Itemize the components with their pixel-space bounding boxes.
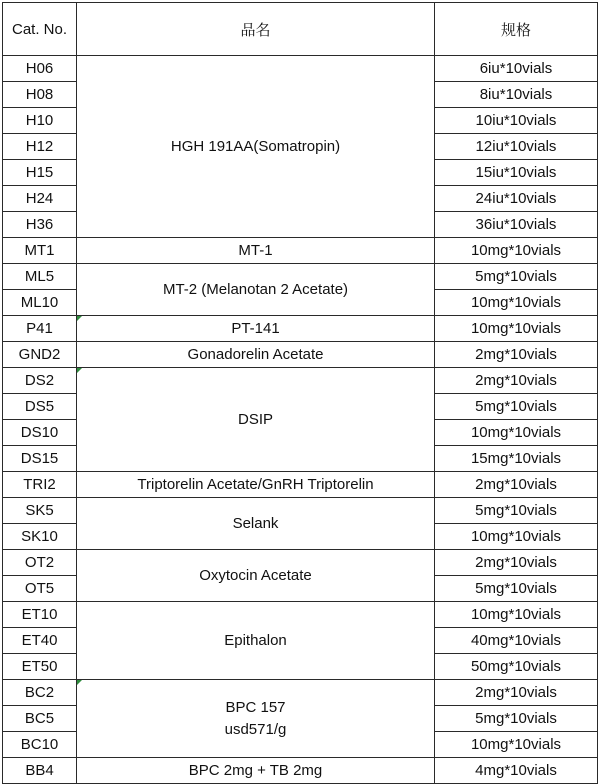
spec-cell: 10mg*10vials: [435, 290, 598, 316]
table-row: [3, 550, 598, 576]
table-row: [3, 264, 598, 290]
spec-cell: 10iu*10vials: [435, 108, 598, 134]
cat-no-cell: GND2: [3, 342, 77, 368]
product-name-cell: Gonadorelin Acetate: [77, 342, 435, 368]
cat-no-cell: H08: [3, 82, 77, 108]
product-table: [2, 2, 598, 784]
table-row: [3, 472, 598, 498]
cat-no-cell: ML10: [3, 290, 77, 316]
cat-no-cell: MT1: [3, 238, 77, 264]
table-row: [3, 238, 598, 264]
table-row: [3, 316, 598, 342]
product-rows: [3, 56, 598, 784]
table-row: [3, 498, 598, 524]
spec-cell: 10mg*10vials: [435, 602, 598, 628]
cat-no-cell: H15: [3, 160, 77, 186]
cat-no-cell: DS15: [3, 446, 77, 472]
cat-no-cell: BC10: [3, 732, 77, 758]
product-name-line: usd571/g: [224, 720, 287, 738]
spec-cell: 50mg*10vials: [435, 654, 598, 680]
cat-no-cell: H10: [3, 108, 77, 134]
spec-cell: 5mg*10vials: [435, 576, 598, 602]
header-name: 品名: [77, 3, 435, 56]
header-cat-no: Cat. No.: [3, 3, 77, 56]
product-name-cell: [77, 680, 435, 758]
table-row: [3, 680, 598, 706]
cat-no-cell: ET40: [3, 628, 77, 654]
table-row: [3, 368, 598, 394]
spec-cell: 2mg*10vials: [435, 472, 598, 498]
spec-cell: 10mg*10vials: [435, 524, 598, 550]
table-row: [3, 602, 598, 628]
cat-no-cell: ET50: [3, 654, 77, 680]
cat-no-cell: ET10: [3, 602, 77, 628]
product-name-cell: DSIP: [77, 368, 435, 472]
cat-no-cell: SK10: [3, 524, 77, 550]
spec-cell: 5mg*10vials: [435, 706, 598, 732]
spec-cell: 10mg*10vials: [435, 316, 598, 342]
product-name-cell: Selank: [77, 498, 435, 550]
product-name-cell: PT-141: [77, 316, 435, 342]
cat-no-cell: H12: [3, 134, 77, 160]
product-name-cell: Oxytocin Acetate: [77, 550, 435, 602]
cat-no-cell: BB4: [3, 758, 77, 784]
spec-cell: 2mg*10vials: [435, 342, 598, 368]
cat-no-cell: BC2: [3, 680, 77, 706]
spec-cell: 2mg*10vials: [435, 680, 598, 706]
spec-cell: 10mg*10vials: [435, 732, 598, 758]
spec-cell: 2mg*10vials: [435, 550, 598, 576]
spec-cell: 2mg*10vials: [435, 368, 598, 394]
spec-cell: 15mg*10vials: [435, 446, 598, 472]
cat-no-cell: H36: [3, 212, 77, 238]
product-name-cell: HGH 191AA(Somatropin): [77, 56, 435, 238]
table-row: [3, 342, 598, 368]
product-name-cell: BPC 2mg + TB 2mg: [77, 758, 435, 784]
cat-no-cell: BC5: [3, 706, 77, 732]
spec-cell: 6iu*10vials: [435, 56, 598, 82]
spec-cell: 15iu*10vials: [435, 160, 598, 186]
spec-cell: 8iu*10vials: [435, 82, 598, 108]
spec-cell: 40mg*10vials: [435, 628, 598, 654]
spec-cell: 10mg*10vials: [435, 238, 598, 264]
cat-no-cell: SK5: [3, 498, 77, 524]
cat-no-cell: DS5: [3, 394, 77, 420]
cat-no-cell: H06: [3, 56, 77, 82]
header-row: [3, 3, 598, 56]
spec-cell: 5mg*10vials: [435, 264, 598, 290]
cat-no-cell: OT5: [3, 576, 77, 602]
cat-no-cell: DS10: [3, 420, 77, 446]
product-name-cell: Epithalon: [77, 602, 435, 680]
product-name-cell: MT-2 (Melanotan 2 Acetate): [77, 264, 435, 316]
spec-cell: 5mg*10vials: [435, 394, 598, 420]
table-row: [3, 758, 598, 784]
cat-no-cell: H24: [3, 186, 77, 212]
spec-cell: 36iu*10vials: [435, 212, 598, 238]
table-row: [3, 56, 598, 82]
cat-no-cell: P41: [3, 316, 77, 342]
product-name-cell: MT-1: [77, 238, 435, 264]
spec-cell: 12iu*10vials: [435, 134, 598, 160]
cat-no-cell: ML5: [3, 264, 77, 290]
cat-no-cell: TRI2: [3, 472, 77, 498]
spec-cell: 10mg*10vials: [435, 420, 598, 446]
cat-no-cell: DS2: [3, 368, 77, 394]
spec-cell: 24iu*10vials: [435, 186, 598, 212]
product-name-cell: Triptorelin Acetate/GnRH Triptorelin: [77, 472, 435, 498]
spec-cell: 4mg*10vials: [435, 758, 598, 784]
header-spec: 规格: [435, 3, 598, 56]
product-name-line: BPC 157: [225, 698, 286, 716]
spec-cell: 5mg*10vials: [435, 498, 598, 524]
cat-no-cell: OT2: [3, 550, 77, 576]
